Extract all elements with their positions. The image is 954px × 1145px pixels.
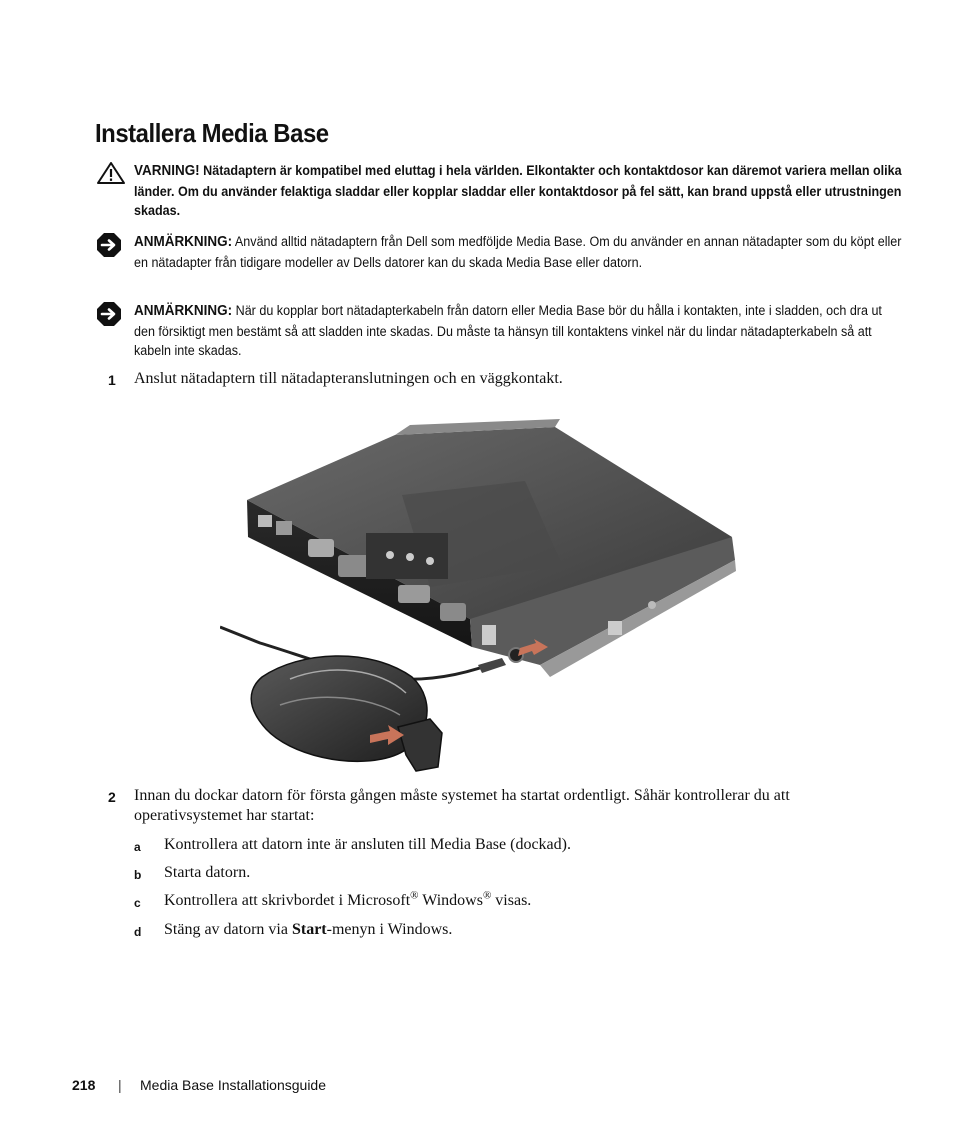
substep-text-post: visas. [491,892,532,909]
substep-c [134,891,531,911]
substep-b [134,863,250,883]
footer-doc-title: Media Base Installationsguide [140,1077,327,1093]
step-text: Anslut nätadaptern till nätadapteranslutningen och en väggkontakt. [134,370,563,387]
page-footer [72,1077,327,1093]
notice-icon [96,301,122,332]
media-base-illustration [220,415,740,785]
step-number: 2 [108,789,116,805]
start-menu-name: Start [291,921,327,938]
step-number: 1 [108,372,116,388]
notice-label: ANMÄRKNING: [134,234,233,250]
substep-letter: b [134,868,142,882]
substep-d [134,920,452,940]
registered-mark: ® [410,889,419,902]
notice-power-adapter [96,232,902,272]
warning-triangle-icon [96,161,126,190]
notice-disconnect-cable [96,301,882,361]
warning-notice [96,161,902,221]
notice-text: När du kopplar bort nätadapterkabeln från datorn eller Media Base bör du hålla i kontakten, inte i sladden, och dra ut den försiktigt men bestämt så att sladden inte skadas. Du måste ta hänsyn till kontaktens vinkel när du lindar nätadapterkabeln så att kabeln inte skadas. [134,303,882,358]
notice-icon [96,232,122,263]
step-1 [108,369,868,389]
substep-letter: a [134,840,141,854]
notice-text: Använd alltid nätadaptern från Dell som medföljde Media Base. Om du använder en annan nätadapter som du köpt eller en nätadapter från tidigare modeller av Dells datorer kan du skada Media Base eller datorn. [134,234,902,270]
substep-text: Starta datorn. [164,864,251,881]
registered-mark: ® [482,889,492,902]
step-2 [108,786,868,826]
substep-text-pre: Kontrollera att skrivbordet i Microsoft [164,892,411,909]
substep-text: Kontrollera att datorn inte är ansluten till Media Base (dockad). [164,836,571,853]
substep-letter: d [134,925,142,939]
substep-a [134,835,571,855]
warning-text: Nätadaptern är kompatibel med eluttag i hela världen. Elkontakter och kontaktdosor kan däremot variera mellan olika länder. Om du använder felaktiga sladdar eller kopplar sladdar eller kontaktdosor på fel sätt, kan brand uppstå eller utrustningen skadas. [134,163,902,218]
page-title: Installera Media Base [95,118,329,148]
substep-text-pre: Stäng av datorn via [164,921,292,938]
substep-letter: c [134,896,141,910]
footer-separator: | [118,1077,122,1093]
notice-label: ANMÄRKNING: [134,303,233,319]
step-text: Innan du dockar datorn för första gången måste systemet ha startat ordentligt. Såhär kontrollerar du att operativsystemet har startat: [134,787,790,824]
substep-text-windows: Windows [418,892,483,909]
substep-text-post: -menyn i Windows. [326,921,453,938]
substep-text [164,891,531,911]
substep-text [164,920,452,940]
page-number: 218 [72,1077,96,1093]
warning-label: VARNING! [134,163,200,179]
